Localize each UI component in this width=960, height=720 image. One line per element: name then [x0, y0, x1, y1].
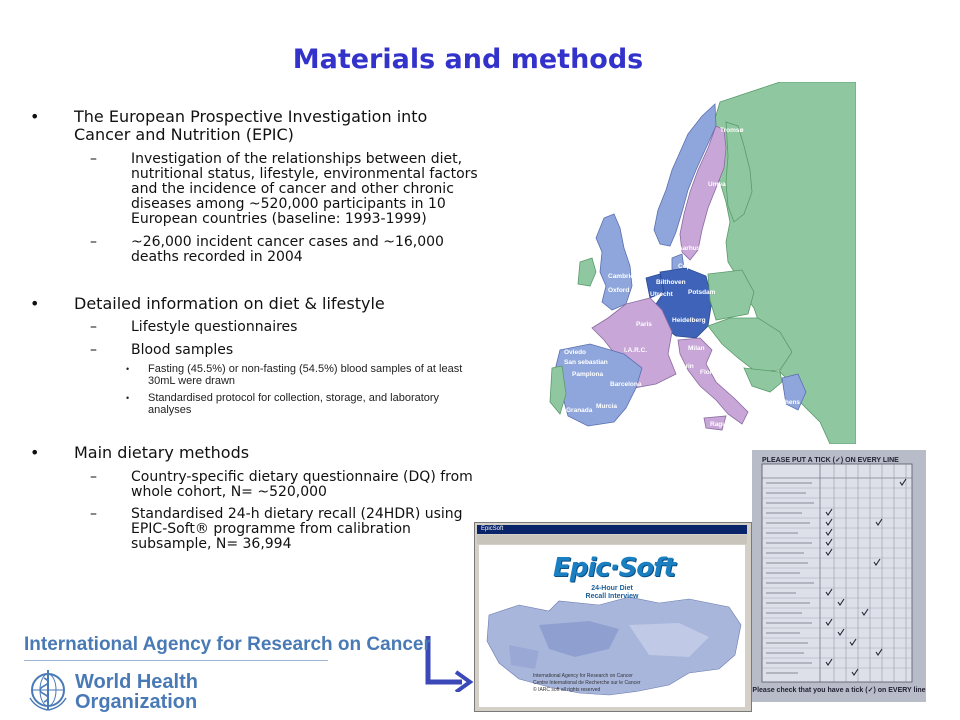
city-label: Cambridge: [608, 273, 642, 280]
city-label: Murcia: [596, 403, 617, 410]
city-label: Potsdam: [688, 289, 716, 296]
city-label: Tromsø: [720, 127, 744, 134]
city-label: San sebastian: [564, 359, 608, 366]
city-label: I.A.R.C.: [624, 347, 648, 354]
epic-soft-window-title: EpicSoft: [481, 526, 504, 532]
dash-marker: –: [90, 506, 97, 522]
subsub-bullet-protocol: • Standardised protocol for collection, storage, and laboratory analyses: [126, 392, 440, 416]
city-label: Pamplona: [572, 371, 604, 378]
bullet-marker: •: [30, 294, 40, 313]
dash-marker: –: [90, 469, 97, 485]
city-label: Heidelberg: [672, 317, 706, 324]
bullet-dietary-methods: • Main dietary methods: [30, 443, 250, 462]
city-label: Malmo: [698, 251, 719, 258]
sub-bullet-24hdr: – Standardised 24-h dietary recall (24HDR) using EPIC-Soft® programme from calibration subsample, N= 36,994: [90, 506, 463, 552]
city-label: Aarhus: [678, 245, 701, 252]
epic-soft-splash: [479, 545, 745, 707]
bullet-epic: • The European Prospective Investigation into Cancer and Nutrition (EPIC): [30, 107, 428, 144]
sub-bullet-lifestyle: – Lifestyle questionnaires: [90, 319, 298, 335]
city-label: Copenhagen: [678, 263, 718, 270]
questionnaire-footer: Please check that you have a tick (✓) on EVERY line: [752, 687, 926, 694]
questionnaire-sheet: [752, 450, 926, 702]
dash-marker: –: [90, 342, 97, 358]
city-label: Oxford: [608, 287, 630, 294]
city-label: Florence: [700, 369, 728, 376]
bullet-detailed-info: • Detailed information on diet & lifestyle: [30, 294, 385, 313]
divider: [24, 660, 328, 661]
questionnaire-header: PLEASE PUT A TICK (✓) ON EVERY LINE: [762, 457, 899, 464]
epic-soft-logo: Epic·Soft: [553, 553, 675, 583]
epic-soft-credits: International Agency for Research on Cancer Centre International de Recherche sur le Cancer © IARC soft all rights reserved: [533, 673, 641, 693]
sub-bullet-cases: – ~26,000 incident cancer cases and ~16,000 deaths recorded in 2004: [90, 234, 444, 265]
city-label: Athens: [778, 399, 801, 406]
city-label: Oviedo: [564, 349, 587, 356]
city-label: Umea: [708, 181, 726, 188]
city-label: Bilthoven: [656, 279, 686, 286]
bullet-marker: •: [126, 393, 130, 403]
map-uk: [596, 214, 632, 310]
europe-map: [530, 82, 856, 444]
subsub-bullet-fasting: • Fasting (45.5%) or non-fasting (54.5%) blood samples of at least 30mL were drawn: [126, 363, 463, 387]
sub-bullet-blood: – Blood samples: [90, 342, 234, 358]
city-label: Naples: [726, 385, 748, 392]
sub-bullet-dq: – Country-specific dietary questionnaire (DQ) from whole cohort, N= ~520,000: [90, 469, 473, 500]
map-ireland: [578, 258, 596, 286]
dash-marker: –: [90, 234, 97, 250]
bullet-marker: •: [30, 443, 40, 462]
epic-soft-toolbar: [477, 535, 747, 544]
city-label: Milan: [688, 345, 705, 352]
map-balkans: [744, 368, 782, 392]
city-label: Granada: [566, 407, 593, 414]
who-emblem-icon: [26, 668, 70, 712]
city-label: Barcelona: [610, 381, 642, 388]
city-label: Paris: [636, 321, 652, 328]
dash-marker: –: [90, 319, 97, 335]
city-label: Ragusa: [710, 421, 734, 428]
who-logo-text: World Health Organization: [75, 671, 198, 713]
questionnaire-image: [752, 450, 926, 702]
epic-soft-screenshot: [474, 522, 752, 712]
slide-content: [28, 108, 478, 552]
bullet-marker: •: [30, 107, 40, 126]
epic-soft-titlebar: [477, 525, 747, 534]
city-label: Utrecht: [650, 291, 673, 298]
slide-title: Materials and methods: [292, 44, 644, 75]
epic-soft-subtitle: 24-Hour Diet Recall Interview: [585, 585, 639, 600]
city-label: Turin: [678, 363, 694, 370]
bullet-marker: •: [126, 364, 130, 374]
sub-bullet-investigation: – Investigation of the relationships between diet, nutritional status, lifestyle, environmental factors and the incidence of cancer and other chronic diseases among ~520,000 participants in 10 European countries (baseline: 1993-1999): [90, 151, 478, 227]
iarc-name: International Agency for Research on Cancer: [24, 634, 431, 655]
dash-marker: –: [90, 151, 97, 167]
